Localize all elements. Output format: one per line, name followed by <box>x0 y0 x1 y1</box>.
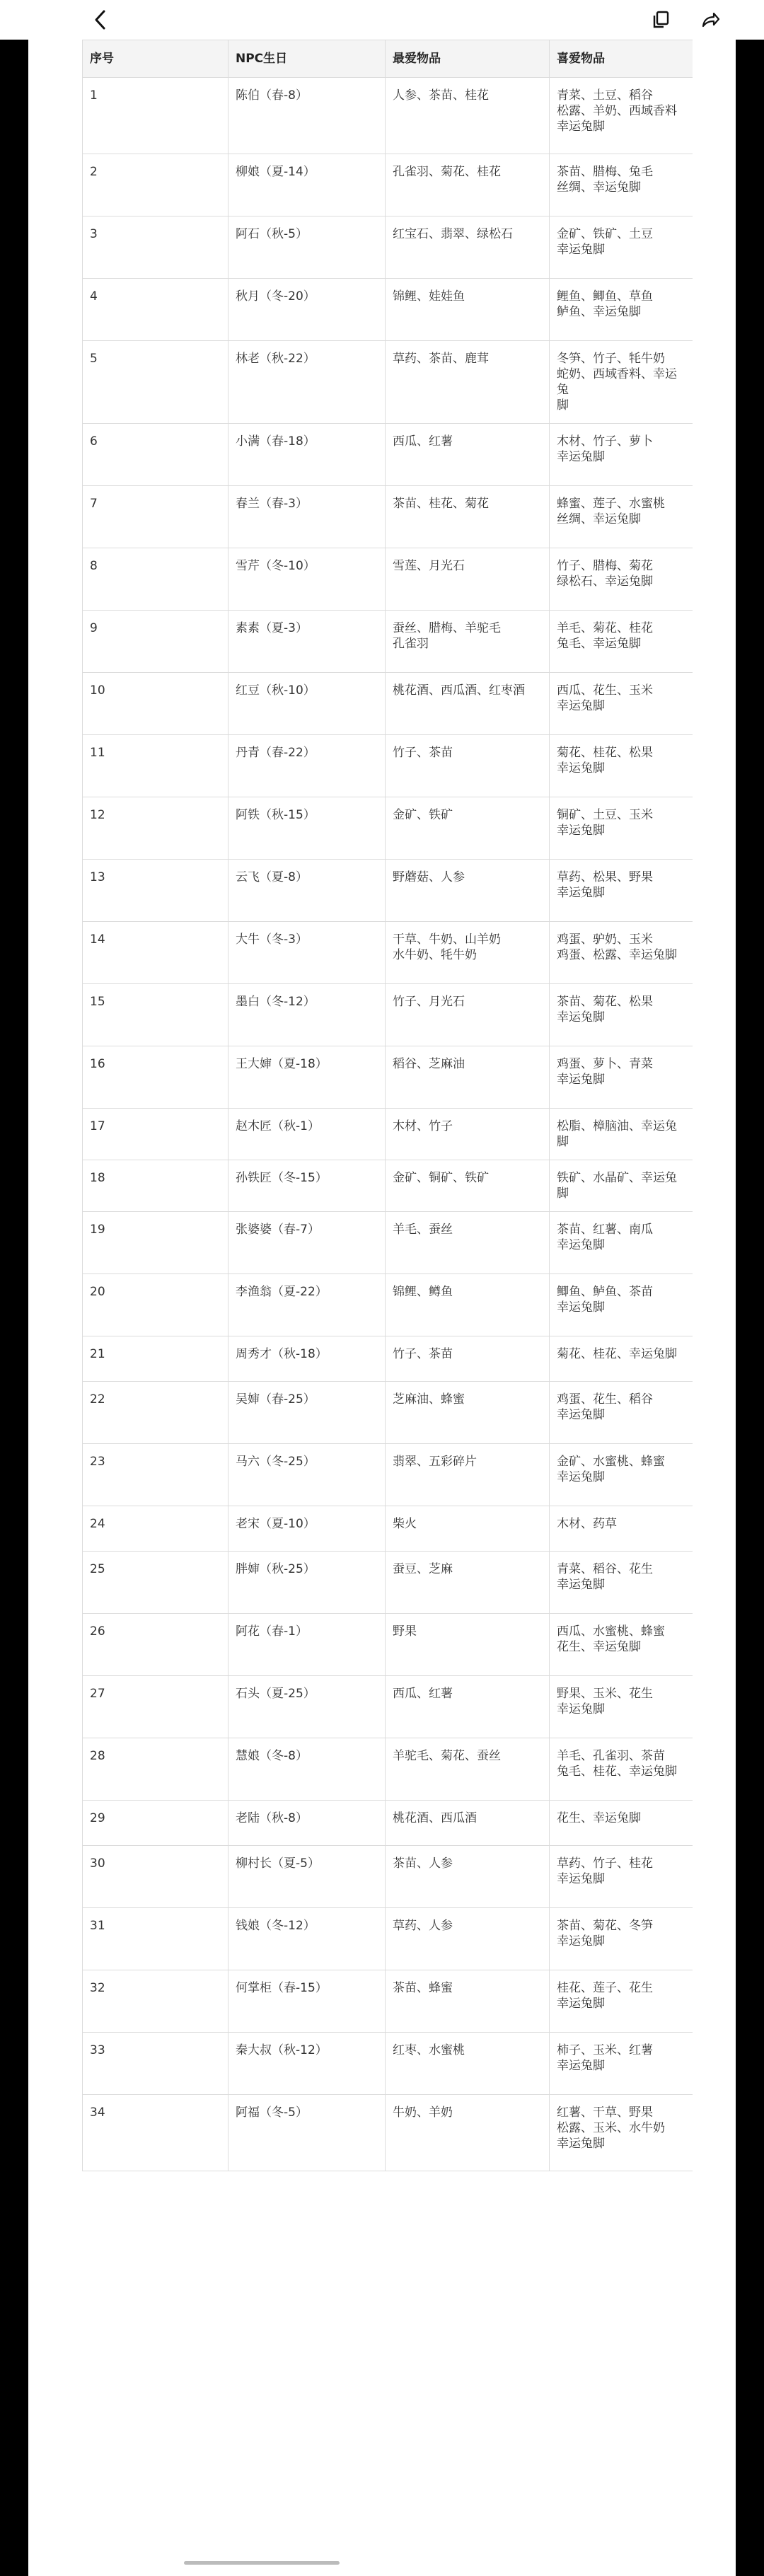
favorite-items-cell: 西瓜、红薯 <box>386 1676 550 1738</box>
favorite-items-cell: 野蘑菇、人参 <box>386 860 550 922</box>
liked-items-cell: 菊花、桂花、幸运兔脚 <box>550 1336 693 1382</box>
favorite-items-cell: 金矿、铜矿、铁矿 <box>386 1160 550 1212</box>
index-cell: 19 <box>83 1212 228 1274</box>
favorite-items-cell: 锦鲤、鳟鱼 <box>386 1274 550 1336</box>
header-liked-items: 喜爱物品 <box>550 40 693 78</box>
npc-birthday-cell: 老陆（秋-8） <box>228 1801 386 1846</box>
favorite-items-cell: 羊驼毛、菊花、蚕丝 <box>386 1738 550 1801</box>
npc-birthday-cell: 张婆婆（春-7） <box>228 1212 386 1274</box>
table-row <box>83 1444 693 1506</box>
table-row <box>83 860 693 922</box>
liked-items-cell: 红薯、干草、野果 松露、玉米、水牛奶 幸运兔脚 <box>550 2095 693 2171</box>
liked-items-cell: 茶苗、菊花、松果 幸运兔脚 <box>550 984 693 1046</box>
liked-items-cell: 羊毛、孔雀羽、茶苗 兔毛、桂花、幸运兔脚 <box>550 1738 693 1801</box>
npc-birthday-cell: 红豆（秋-10） <box>228 673 386 735</box>
favorite-items-cell: 羊毛、蚕丝 <box>386 1212 550 1274</box>
favorite-items-cell: 牛奶、羊奶 <box>386 2095 550 2171</box>
favorite-items-cell: 柴火 <box>386 1506 550 1552</box>
npc-birthday-cell: 孙铁匠（冬-15） <box>228 1160 386 1212</box>
liked-items-cell: 桂花、莲子、花生 幸运兔脚 <box>550 1970 693 2033</box>
favorite-items-cell: 干草、牛奶、山羊奶 水牛奶、牦牛奶 <box>386 922 550 984</box>
favorite-items-cell: 桃花酒、西瓜酒、红枣酒 <box>386 673 550 735</box>
index-cell: 2 <box>83 154 228 216</box>
copy-icon[interactable] <box>645 4 676 35</box>
liked-items-cell: 柿子、玉米、红薯 幸运兔脚 <box>550 2033 693 2095</box>
index-cell: 30 <box>83 1846 228 1908</box>
table-row <box>83 1738 693 1801</box>
index-cell: 14 <box>83 922 228 984</box>
top-toolbar <box>0 0 764 40</box>
index-cell: 4 <box>83 279 228 341</box>
npc-birthday-cell: 秋月（冬-20） <box>228 279 386 341</box>
liked-items-cell: 青菜、土豆、稻谷 松露、羊奶、西域香料 幸运兔脚 <box>550 78 693 154</box>
index-cell: 32 <box>83 1970 228 2033</box>
table-row <box>83 735 693 797</box>
favorite-items-cell: 竹子、茶苗 <box>386 735 550 797</box>
index-cell: 18 <box>83 1160 228 1212</box>
liked-items-cell: 西瓜、花生、玉米 幸运兔脚 <box>550 673 693 735</box>
favorite-items-cell: 草药、人参 <box>386 1908 550 1970</box>
liked-items-cell: 西瓜、水蜜桃、蜂蜜 花生、幸运兔脚 <box>550 1614 693 1676</box>
npc-birthday-cell: 赵木匠（秋-1） <box>228 1109 386 1160</box>
favorite-items-cell: 蚕豆、芝麻 <box>386 1552 550 1614</box>
index-cell: 7 <box>83 486 228 548</box>
index-cell: 6 <box>83 424 228 486</box>
favorite-items-cell: 蚕丝、腊梅、羊驼毛 孔雀羽 <box>386 611 550 673</box>
table-row <box>83 1908 693 1970</box>
index-cell: 10 <box>83 673 228 735</box>
npc-birthday-cell: 柳村长（夏-5） <box>228 1846 386 1908</box>
table-row <box>83 1801 693 1846</box>
table-row <box>83 2095 693 2171</box>
home-indicator[interactable] <box>184 2561 340 2565</box>
table-row <box>83 486 693 548</box>
liked-items-cell: 茶苗、腊梅、兔毛 丝绸、幸运兔脚 <box>550 154 693 216</box>
index-cell: 31 <box>83 1908 228 1970</box>
table-row <box>83 279 693 341</box>
index-cell: 33 <box>83 2033 228 2095</box>
npc-birthday-cell: 钱娘（冬-12） <box>228 1908 386 1970</box>
favorite-items-cell: 金矿、铁矿 <box>386 797 550 860</box>
npc-birthday-cell: 秦大叔（秋-12） <box>228 2033 386 2095</box>
npc-birthday-cell: 阿福（冬-5） <box>228 2095 386 2171</box>
index-cell: 11 <box>83 735 228 797</box>
liked-items-cell: 竹子、腊梅、菊花 绿松石、幸运兔脚 <box>550 548 693 611</box>
header-index: 序号 <box>83 40 228 78</box>
table-row <box>83 1109 693 1160</box>
npc-birthday-cell: 陈伯（春-8） <box>228 78 386 154</box>
liked-items-cell: 金矿、水蜜桃、蜂蜜 幸运兔脚 <box>550 1444 693 1506</box>
table-row <box>83 1212 693 1274</box>
index-cell: 16 <box>83 1046 228 1109</box>
liked-items-cell: 草药、竹子、桂花 幸运兔脚 <box>550 1846 693 1908</box>
liked-items-cell: 野果、玉米、花生 幸运兔脚 <box>550 1676 693 1738</box>
table-row <box>83 1336 693 1382</box>
npc-birthday-cell: 阿铁（秋-15） <box>228 797 386 860</box>
npc-birthday-cell: 丹青（春-22） <box>228 735 386 797</box>
favorite-items-cell: 红宝石、翡翠、绿松石 <box>386 216 550 279</box>
index-cell: 34 <box>83 2095 228 2171</box>
index-cell: 15 <box>83 984 228 1046</box>
liked-items-cell: 蜂蜜、莲子、水蜜桃 丝绸、幸运兔脚 <box>550 486 693 548</box>
liked-items-cell: 鲤鱼、鲫鱼、草鱼 鲈鱼、幸运兔脚 <box>550 279 693 341</box>
index-cell: 12 <box>83 797 228 860</box>
table-row <box>83 341 693 424</box>
right-black-margin <box>736 0 764 2576</box>
index-cell: 28 <box>83 1738 228 1801</box>
npc-birthday-cell: 马六（冬-25） <box>228 1444 386 1506</box>
table-row <box>83 1614 693 1676</box>
liked-items-cell: 花生、幸运兔脚 <box>550 1801 693 1846</box>
favorite-items-cell: 芝麻油、蜂蜜 <box>386 1382 550 1444</box>
table-row <box>83 424 693 486</box>
npc-birthday-cell: 春兰（春-3） <box>228 486 386 548</box>
table-row <box>83 78 693 154</box>
index-cell: 21 <box>83 1336 228 1382</box>
liked-items-cell: 鸡蛋、花生、稻谷 幸运兔脚 <box>550 1382 693 1444</box>
table-header-row <box>83 40 693 78</box>
favorite-items-cell: 竹子、茶苗 <box>386 1336 550 1382</box>
table-row <box>83 154 693 216</box>
npc-birthday-cell: 周秀才（秋-18） <box>228 1336 386 1382</box>
header-npc-birthday: NPC生日 <box>228 40 386 78</box>
table-row <box>83 1506 693 1552</box>
npc-birthday-cell: 李渔翁（夏-22） <box>228 1274 386 1336</box>
npc-birthday-cell: 素素（夏-3） <box>228 611 386 673</box>
npc-birthday-cell: 石头（夏-25） <box>228 1676 386 1738</box>
table-body <box>83 78 693 2171</box>
index-cell: 13 <box>83 860 228 922</box>
index-cell: 26 <box>83 1614 228 1676</box>
favorite-items-cell: 茶苗、蜂蜜 <box>386 1970 550 2033</box>
liked-items-cell: 木材、药草 <box>550 1506 693 1552</box>
liked-items-cell: 金矿、铁矿、土豆 幸运兔脚 <box>550 216 693 279</box>
npc-birthday-cell: 云飞（夏-8） <box>228 860 386 922</box>
index-cell: 1 <box>83 78 228 154</box>
index-cell: 29 <box>83 1801 228 1846</box>
liked-items-cell: 菊花、桂花、松果 幸运兔脚 <box>550 735 693 797</box>
table-row <box>83 922 693 984</box>
favorite-items-cell: 桃花酒、西瓜酒 <box>386 1801 550 1846</box>
favorite-items-cell: 雪莲、月光石 <box>386 548 550 611</box>
favorite-items-cell: 翡翠、五彩碎片 <box>386 1444 550 1506</box>
favorite-items-cell: 红枣、水蜜桃 <box>386 2033 550 2095</box>
npc-gift-table-container[interactable] <box>82 40 693 2523</box>
liked-items-cell: 茶苗、红薯、南瓜 幸运兔脚 <box>550 1212 693 1274</box>
favorite-items-cell: 野果 <box>386 1614 550 1676</box>
index-cell: 25 <box>83 1552 228 1614</box>
favorite-items-cell: 稻谷、芝麻油 <box>386 1046 550 1109</box>
npc-birthday-cell: 胖婶（秋-25） <box>228 1552 386 1614</box>
npc-birthday-cell: 王大婶（夏-18） <box>228 1046 386 1109</box>
npc-birthday-cell: 吴婶（春-25） <box>228 1382 386 1444</box>
liked-items-cell: 冬笋、竹子、牦牛奶 蛇奶、西域香料、幸运兔 脚 <box>550 341 693 424</box>
npc-birthday-cell: 阿花（春-1） <box>228 1614 386 1676</box>
npc-birthday-cell: 阿石（秋-5） <box>228 216 386 279</box>
liked-items-cell: 青菜、稻谷、花生 幸运兔脚 <box>550 1552 693 1614</box>
liked-items-cell: 铁矿、水晶矿、幸运兔脚 <box>550 1160 693 1212</box>
table-row <box>83 1046 693 1109</box>
table-row <box>83 611 693 673</box>
liked-items-cell: 鸡蛋、萝卜、青菜 幸运兔脚 <box>550 1046 693 1109</box>
favorite-items-cell: 西瓜、红薯 <box>386 424 550 486</box>
npc-birthday-cell: 小满（春-18） <box>228 424 386 486</box>
table-row <box>83 984 693 1046</box>
table-row <box>83 216 693 279</box>
left-black-margin <box>0 0 28 2576</box>
table-row <box>83 2033 693 2095</box>
table-row <box>83 1676 693 1738</box>
table-row <box>83 1970 693 2033</box>
index-cell: 5 <box>83 341 228 424</box>
index-cell: 24 <box>83 1506 228 1552</box>
liked-items-cell: 木材、竹子、萝卜 幸运兔脚 <box>550 424 693 486</box>
table-row <box>83 1846 693 1908</box>
table-row <box>83 1274 693 1336</box>
npc-birthday-cell: 墨白（冬-12） <box>228 984 386 1046</box>
index-cell: 9 <box>83 611 228 673</box>
liked-items-cell: 草药、松果、野果 幸运兔脚 <box>550 860 693 922</box>
index-cell: 3 <box>83 216 228 279</box>
npc-birthday-cell: 柳娘（夏-14） <box>228 154 386 216</box>
npc-birthday-cell: 雪芹（冬-10） <box>228 548 386 611</box>
table-row <box>83 548 693 611</box>
npc-birthday-cell: 林老（秋-22） <box>228 341 386 424</box>
share-icon[interactable] <box>695 4 726 35</box>
index-cell: 20 <box>83 1274 228 1336</box>
table-row <box>83 1160 693 1212</box>
favorite-items-cell: 茶苗、桂花、菊花 <box>386 486 550 548</box>
npc-birthday-cell: 何掌柜（春-15） <box>228 1970 386 2033</box>
index-cell: 8 <box>83 548 228 611</box>
liked-items-cell: 鸡蛋、驴奶、玉米 鸡蛋、松露、幸运兔脚 <box>550 922 693 984</box>
liked-items-cell: 茶苗、菊花、冬笋 幸运兔脚 <box>550 1908 693 1970</box>
liked-items-cell: 铜矿、土豆、玉米 幸运兔脚 <box>550 797 693 860</box>
table-row <box>83 673 693 735</box>
npc-birthday-cell: 慧娘（冬-8） <box>228 1738 386 1801</box>
liked-items-cell: 鲫鱼、鲈鱼、茶苗 幸运兔脚 <box>550 1274 693 1336</box>
table-row <box>83 1382 693 1444</box>
npc-birthday-cell: 大牛（冬-3） <box>228 922 386 984</box>
index-cell: 27 <box>83 1676 228 1738</box>
liked-items-cell: 羊毛、菊花、桂花 兔毛、幸运兔脚 <box>550 611 693 673</box>
index-cell: 22 <box>83 1382 228 1444</box>
npc-birthday-cell: 老宋（夏-10） <box>228 1506 386 1552</box>
favorite-items-cell: 孔雀羽、菊花、桂花 <box>386 154 550 216</box>
header-favorite-items: 最爱物品 <box>386 40 550 78</box>
liked-items-cell: 松脂、樟脑油、幸运兔脚 <box>550 1109 693 1160</box>
favorite-items-cell: 茶苗、人参 <box>386 1846 550 1908</box>
favorite-items-cell: 锦鲤、娃娃鱼 <box>386 279 550 341</box>
favorite-items-cell: 草药、茶苗、鹿茸 <box>386 341 550 424</box>
table-row <box>83 797 693 860</box>
back-arrow-icon[interactable] <box>85 4 116 35</box>
npc-gift-table <box>82 40 693 2171</box>
favorite-items-cell: 木材、竹子 <box>386 1109 550 1160</box>
index-cell: 17 <box>83 1109 228 1160</box>
table-row <box>83 1552 693 1614</box>
favorite-items-cell: 人参、茶苗、桂花 <box>386 78 550 154</box>
index-cell: 23 <box>83 1444 228 1506</box>
favorite-items-cell: 竹子、月光石 <box>386 984 550 1046</box>
